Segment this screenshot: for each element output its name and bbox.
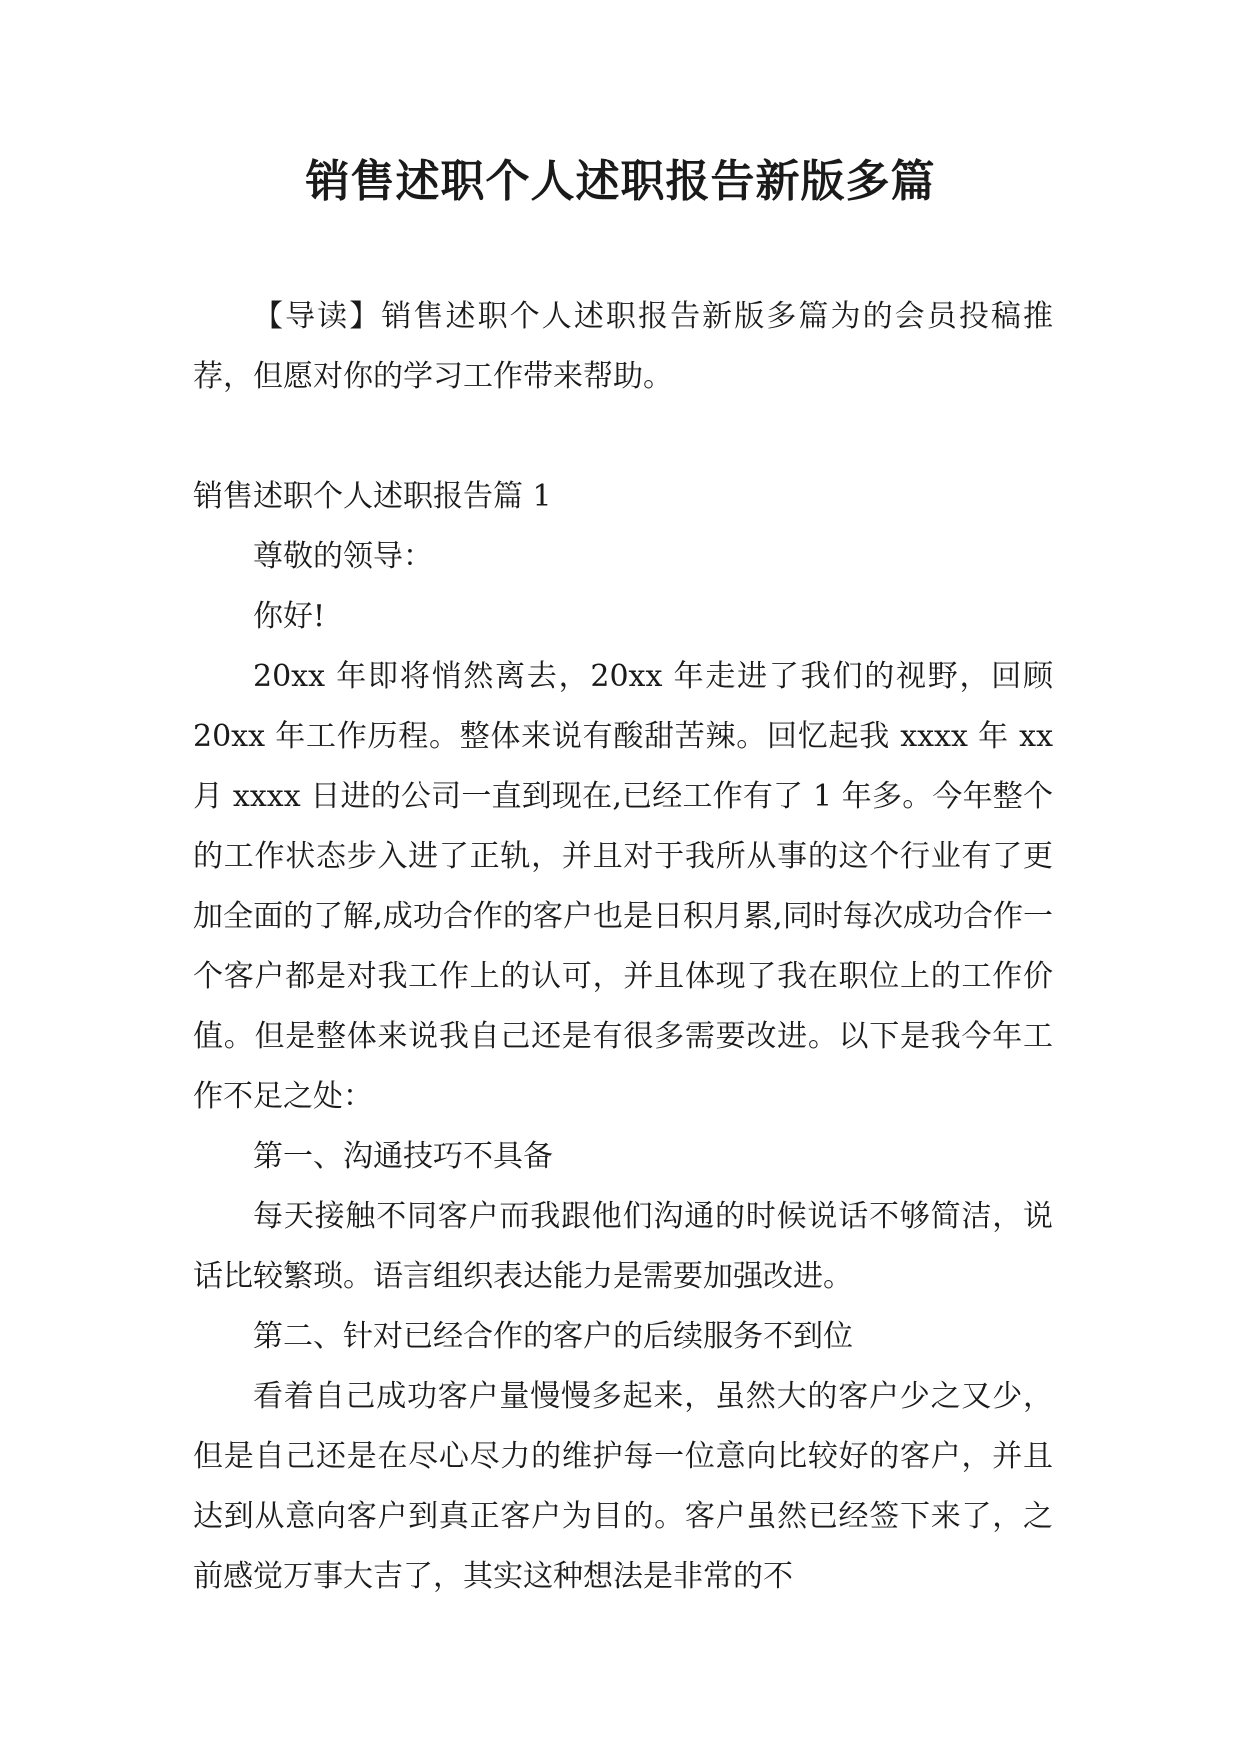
- lead-paragraph: 【导读】销售述职个人述职报告新版多篇为的会员投稿推荐，但愿对你的学习工作带来帮助。: [193, 299, 1053, 394]
- body-paragraph: 每天接触不同客户而我跟他们沟通的时候说话不够简洁，说话比较繁琐。语言组织表达能力是需要加强改进。: [193, 1199, 1053, 1294]
- greeting: 你好!: [253, 599, 326, 634]
- body-paragraph: 看着自己成功客户量慢慢多起来，虽然大的客户少之又少，但是自己还是在尽心尽力的维护每一位意向比较好的客户，并且达到从意向客户到真正客户为目的。客户虽然已经签下来了，之前感觉万事大吉了，其实这种想法是非常的不: [193, 1379, 1053, 1594]
- salutation: 尊敬的领导：: [253, 539, 433, 574]
- point-heading-2: 第二、针对已经合作的客户的后续服务不到位: [253, 1319, 853, 1354]
- document-title: 销售述职个人述职报告新版多篇: [305, 156, 936, 207]
- point-heading-1: 第一、沟通技巧不具备: [253, 1139, 553, 1174]
- body-paragraph: 20xx 年即将悄然离去，20xx 年走进了我们的视野，回顾 20xx 年工作历程。整体来说有酸甜苦辣。回忆起我 xxxx 年 xx 月 xxxx 日进的公司一直到现在,已经工作有了 1 年多。今年整个的工作状态步入进了正轨，并且对于我所从事的这个行业有了更加全面的了解,成功合作的客户也是日积月累,同时每次成功合作一个客户都是对我工作上的认可，并且体现了我在职位上的工作价值。但是整体来说我自己还是有很多需要改进。以下是我今年工作不足之处：: [193, 659, 1053, 1114]
- section-title: 销售述职个人述职报告篇 1: [193, 479, 552, 514]
- document-body: [193, 287, 1053, 1607]
